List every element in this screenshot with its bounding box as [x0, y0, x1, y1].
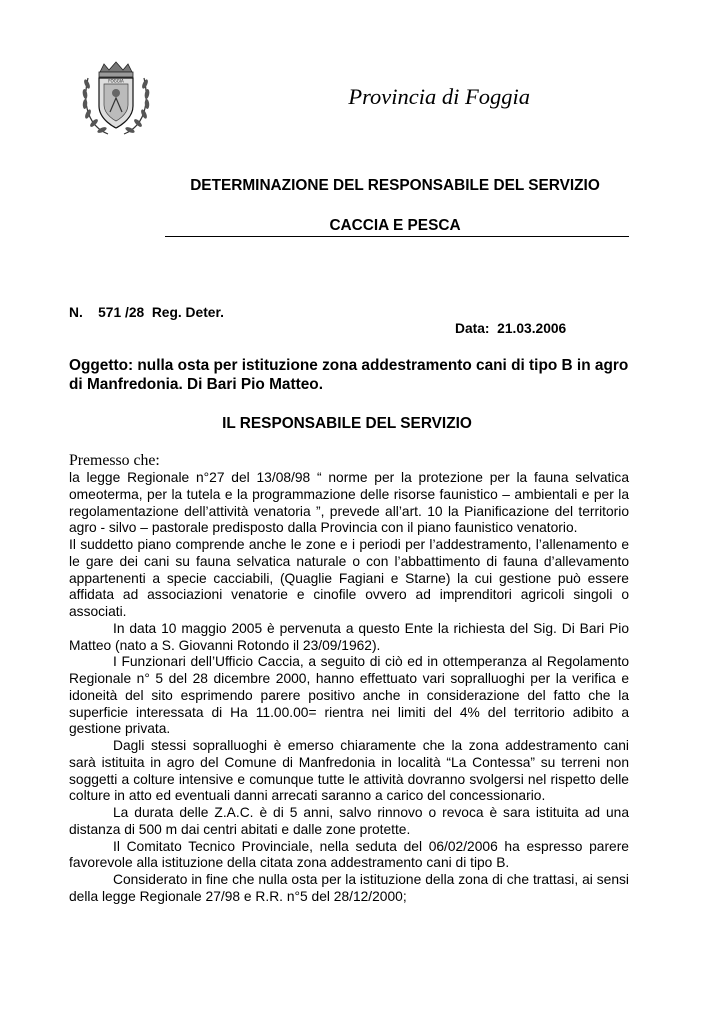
premesso-label: Premesso che:	[69, 452, 160, 469]
document-body	[69, 470, 629, 906]
registration-number: N. 571 /28 Reg. Deter.	[69, 305, 224, 320]
body-paragraph: La durata delle Z.A.C. è di 5 anni, salvo rinnovo o revoca è sara istituita ad una distanza di 500 m dai centri abitati e dalle zone protette.	[69, 805, 629, 837]
body-paragraph: Considerato in fine che nulla osta per la istituzione della zona di che trattasi, ai sensi della legge Regionale 27/98 e R.R. n°5 del 28/12/2000;	[69, 872, 629, 904]
body-paragraph: Dagli stessi sopralluoghi è emerso chiaramente che la zona addestramento cani sarà istituita in agro del Comune di Manfredonia in località “La Contessa” su terreni non soggetti a colture intensive e comunque tutte le attività dovranno svolgersi nel rispetto delle colture in atto ed eventuali danni arrecati saranno a carico del concessionario.	[69, 738, 629, 804]
body-paragraph: I Funzionari dell’Ufficio Caccia, a seguito di ciò ed in ottemperanza al Regolamento Regionale n° 5 del 28 dicembre 2000, hanno effettuato vari sopralluoghi per la verifica e idoneità del sito esprimendo parere positivo anche in considerazione del fatto che la superficie interessata di Ha 11.00.00= rientra nei limiti del 4% del territorio adibito a gestione privata.	[69, 654, 629, 737]
body-paragraph: Il suddetto piano comprende anche le zone e i periodi per l’addestramento, l’allenamento e le gare dei cani su fauna selvatica naturale o con l’abbattimento di fauna d’allevamento appartenenti a specie cacciabili, (Quaglie Fagiani e Starne) la cui gestione può essere affidata ad associazioni venatorie e cinofile ovvero ad imprenditori agricoli singoli o associati.	[69, 537, 629, 619]
subject-line: Oggetto: nulla osta per istituzione zona addestramento cani di tipo B in agro di Manfredonia. Di Bari Pio Matteo.	[69, 357, 629, 393]
body-paragraph: la legge Regionale n°27 del 13/08/98 “ norme per la protezione per la fauna selvatica omeoterma, per la tutela e la programmazione delle risorse faunistico – ambientali e per la regolamentazione dell’attività venatoria ”, prevede all’art. 10 la Pianificazione del territorio agro - silvo – pastorale predisposto dalla Provincia con il piano faunistico venatorio.	[69, 470, 629, 536]
body-paragraph: In data 10 maggio 2005 è pervenuta a questo Ente la richiesta del Sig. Di Bari Pio Matteo (nato a S. Giovanni Rotondo il 23/09/1962).	[69, 620, 629, 653]
body-paragraph: Il Comitato Tecnico Provinciale, nella seduta del 06/02/2006 ha espresso parere favorevole alla istituzione della citata zona addestramento cani di tipo B.	[69, 838, 629, 871]
section-heading: IL RESPONSABILE DEL SERVIZIO	[222, 415, 472, 432]
service-name: CACCIA E PESCA	[329, 217, 461, 234]
title-underline	[165, 236, 629, 237]
crest-inscription: FOGGIA	[108, 78, 124, 84]
province-crest-logo	[78, 60, 154, 138]
document-date: Data: 21.03.2006	[455, 321, 567, 336]
province-title: Provincia di Foggia	[348, 84, 530, 109]
determination-title: DETERMINAZIONE DEL RESPONSABILE DEL SERVIZIO	[190, 177, 600, 194]
